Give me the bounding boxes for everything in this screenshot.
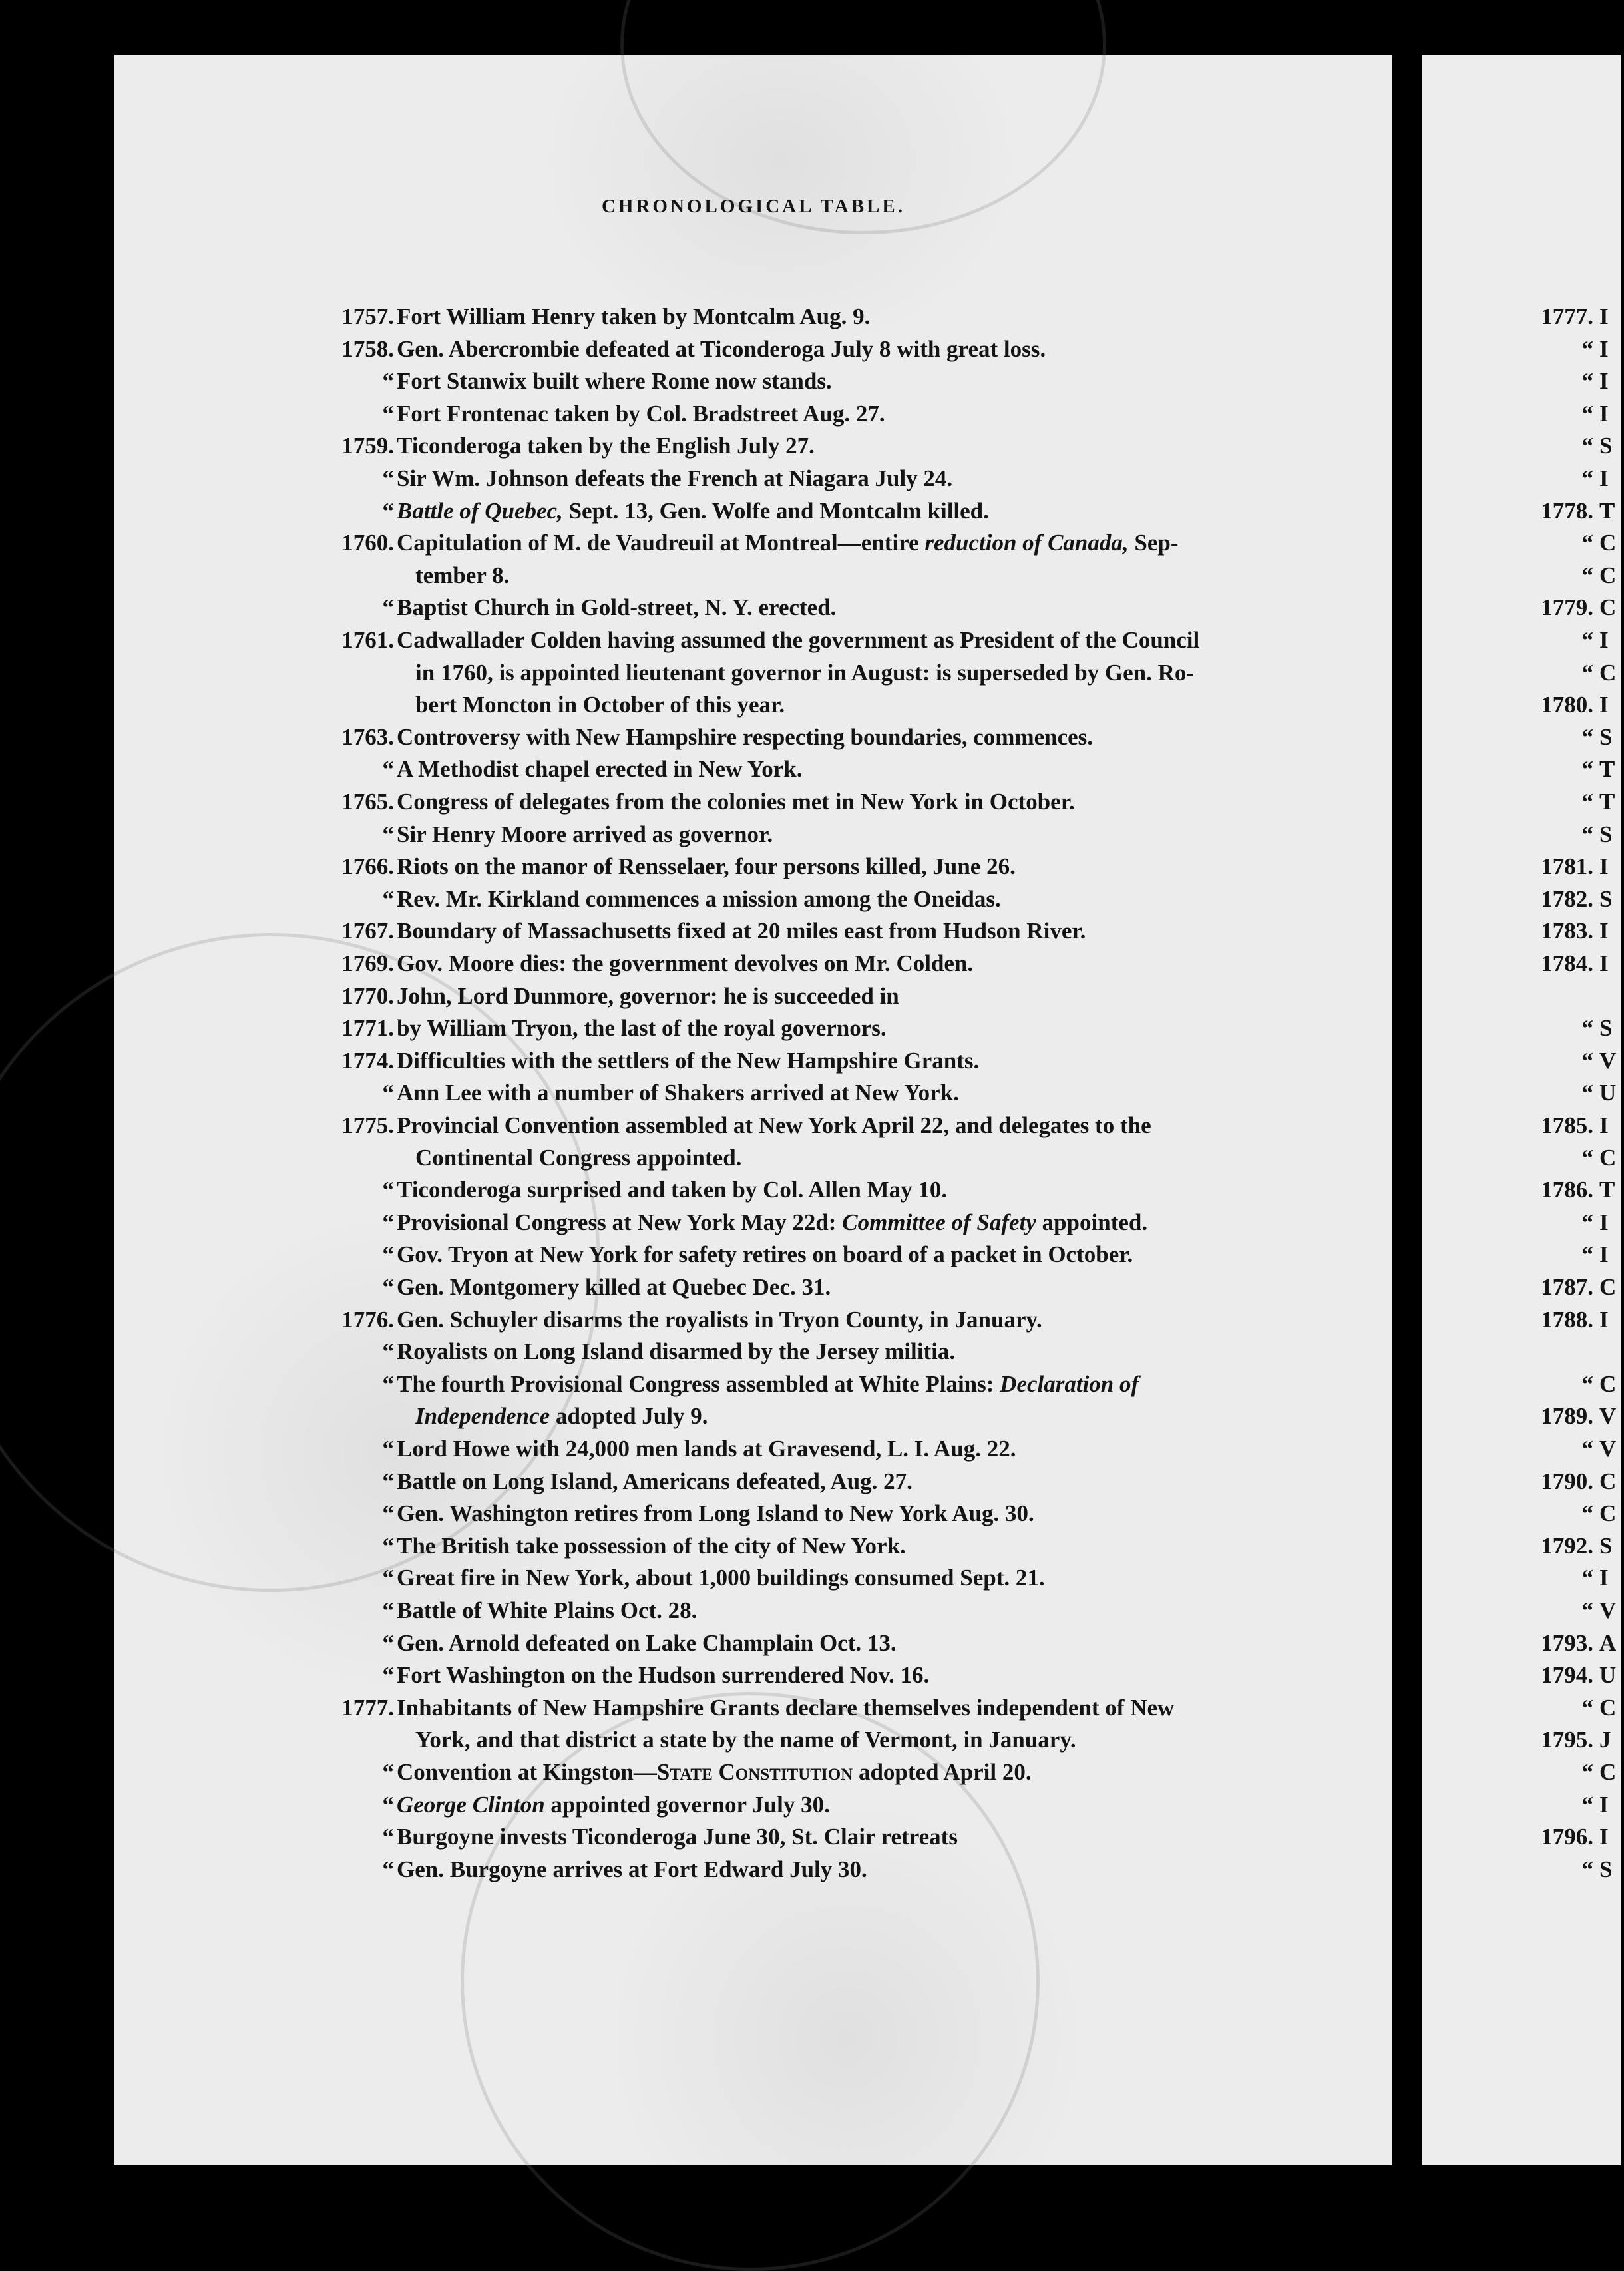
entry-text [397,948,973,980]
entry-year: 1760. [341,530,394,556]
entry-text [397,915,1086,948]
entry-year: 1759. [341,433,394,459]
right-page-year: 1794. [1541,1662,1593,1689]
right-page-year: “ [1581,465,1593,491]
entry-text-segment: Battle on Long Island, Americans defeated, Aug. 27. [397,1468,913,1494]
right-page-text-fragment: I [1599,692,1609,718]
right-page-year: “ [1581,1436,1593,1462]
right-page-text-fragment: C [1599,1500,1617,1527]
right-page-year: 1796. [1541,1824,1593,1850]
entry-text-segment: Gov. Moore dies: the government devolves on Mr. Colden. [397,950,974,976]
entry-text [397,365,832,398]
right-page-text-fragment: S [1599,1532,1613,1559]
entry-text [397,527,1179,560]
right-page-text-fragment: C [1599,594,1617,621]
entry-text-segment: Committee of Safety [842,1209,1036,1235]
entry-text-segment: Controversy with New Hampshire respecting boundaries, commences. [397,723,1094,750]
entry-year: “ [382,1856,394,1882]
entry-year: “ [382,1532,394,1559]
entry-text-segment: appointed. [1036,1209,1148,1235]
entry-text [397,301,870,333]
entry-text-segment: reduction of Canada, [924,530,1129,556]
right-page-text-fragment: I [1599,304,1609,329]
right-page-year: 1781. [1541,853,1593,880]
entry-text-segment: appointed governor July 30. [544,1791,830,1818]
right-page-year: “ [1581,723,1593,750]
right-page-year: “ [1581,433,1593,459]
entry-text [397,1595,697,1627]
entry-year: “ [382,1436,394,1462]
right-page-text-fragment: V [1599,1403,1617,1430]
right-page-year: 1784. [1541,950,1593,976]
entry-year: “ [382,1241,394,1268]
entry-text [397,1466,913,1498]
entry-text-segment: Fort Frontenac taken by Col. Bradstreet Aug. 27. [397,400,885,427]
entry-year: “ [382,594,394,621]
entry-text-segment: George Clinton [397,1791,545,1818]
right-page-year: 1787. [1541,1274,1593,1300]
entry-text-segment: Riots on the manor of Rensselaer, four persons killed, June 26. [397,853,1016,880]
entry-year: “ [382,1209,394,1235]
entry-text-segment: Sep- [1128,530,1179,556]
entry-year: 1774. [341,1047,394,1074]
entry-text-segment: Fort Washington on the Hudson surrendered Nov. 16. [397,1662,930,1689]
entry-year: “ [382,1500,394,1527]
right-page-text-fragment: I [1599,1112,1609,1138]
right-page-text-fragment: S [1599,1856,1613,1882]
entry-text-segment: Ann Lee with a number of Shakers arrived at New York. [397,1080,959,1106]
right-page-text-fragment: C [1599,562,1617,588]
right-page-year: “ [1581,789,1593,815]
right-page-year: “ [1581,368,1593,395]
entry-text-segment: Sept. 13, Gen. Wolfe and Montcalm killed. [562,497,989,524]
right-page-text-fragment: I [1599,368,1609,395]
entry-text-segment: adopted July 9. [550,1403,708,1430]
entry-text [397,722,1093,754]
right-page-year: 1786. [1541,1177,1593,1203]
right-page-year: 1790. [1541,1468,1593,1494]
entry-year: 1767. [341,918,394,944]
entry-text-segment: Independence [415,1403,550,1430]
entry-year: 1757. [341,304,394,329]
right-page-text-fragment: S [1599,433,1613,459]
entry-text [397,624,1199,657]
entry-text-segment: Fort William Henry taken by Montcalm Aug. 9. [397,304,871,329]
entry-year: 1775. [341,1112,394,1138]
right-page-text-fragment: T [1599,789,1615,815]
right-page-text-fragment: C [1599,1694,1617,1721]
entry-text [397,1789,830,1822]
entry-text-segment: Lord Howe with 24,000 men lands at Gravesend, L. I. Aug. 22. [397,1436,1016,1462]
right-page-year: 1795. [1541,1727,1593,1753]
entry-text-segment: Gen. Washington retires from Long Island to New York Aug. 30. [397,1500,1034,1527]
entry-text [415,689,785,722]
entry-text-segment: Boundary of Massachusetts fixed at 20 miles east from Hudson River. [397,918,1086,944]
entry-text-segment: Congress of delegates from the colonies met in New York in October. [397,789,1075,815]
right-page-text-fragment: I [1599,465,1609,491]
entry-year: “ [382,1370,394,1397]
entry-text [415,657,1194,690]
right-page-year: “ [1581,1370,1593,1397]
entry-year: “ [382,1565,394,1591]
entry-year: “ [382,1177,394,1203]
right-page-text-fragment: I [1599,950,1609,976]
entry-text-segment: Gen. Abercrombie defeated at Ticonderoga July 8 with great loss. [397,335,1046,362]
entry-text [397,1207,1147,1239]
right-page-year: 1789. [1541,1403,1593,1430]
right-page-fragment [1422,55,1621,2165]
right-page-text-fragment: I [1599,1791,1609,1818]
entry-year: 1770. [341,982,394,1009]
entry-text [397,753,803,786]
entry-text-segment: Convention at Kingston— [397,1759,657,1785]
entry-year: “ [382,1662,394,1689]
entry-text [397,1239,1133,1271]
entry-text-segment: State Constitution [656,1759,853,1785]
entry-text [397,883,1001,916]
entry-year: “ [382,1597,394,1623]
right-page-year: “ [1581,1209,1593,1235]
right-page-year: “ [1581,756,1593,783]
right-page-text-fragment: C [1599,1274,1617,1300]
entry-text [415,1400,708,1433]
right-page-text-fragment: I [1599,400,1609,427]
entry-text-segment: Ticonderoga surprised and taken by Col. Allen May 10. [397,1177,948,1203]
right-page-text-fragment: C [1599,659,1617,686]
entry-text [397,1012,887,1045]
right-page-text-fragment: C [1599,1468,1617,1494]
entry-text [397,1110,1151,1142]
entry-text-segment: Inhabitants of New Hampshire Grants declare themselves independent of New [397,1694,1175,1721]
right-page-text-fragment: U [1599,1080,1617,1106]
right-page-year: “ [1581,659,1593,686]
right-page-text-fragment: I [1599,853,1609,880]
entry-text [397,398,885,431]
entry-text-segment: Cadwallader Colden having assumed the government as President of the Council [397,627,1200,653]
entry-text-segment: Gen. Burgoyne arrives at Fort Edward July 30. [397,1856,867,1882]
right-page-text-fragment: I [1599,1824,1609,1850]
right-page-text-fragment: T [1599,1177,1615,1203]
right-page-year: “ [1581,1759,1593,1785]
right-page-text-fragment: I [1599,918,1609,944]
entry-year: “ [382,1339,394,1365]
entry-text-segment: adopted April 20. [853,1759,1032,1785]
entry-text-segment: Battle of White Plains Oct. 28. [397,1597,698,1623]
entry-year: “ [382,885,394,912]
entry-text [397,1174,947,1207]
entry-text-segment: Gen. Schuyler disarms the royalists in Tryon County, in January. [397,1306,1042,1333]
entry-year: “ [382,1274,394,1300]
right-page-text-fragment: I [1599,1565,1609,1591]
right-page-text-fragment: C [1599,1144,1617,1171]
entry-text-segment: by William Tryon, the last of the royal governors. [397,1015,887,1042]
right-page-year: “ [1581,1565,1593,1591]
entry-year: “ [382,465,394,491]
right-page-text-fragment: C [1599,530,1617,556]
entry-text [415,1142,741,1175]
right-page-year: 1785. [1541,1112,1593,1138]
entry-text [397,333,1046,366]
entry-text [397,1821,958,1854]
right-page-year: “ [1581,1047,1593,1074]
entry-year: “ [382,1824,394,1850]
right-page-year: “ [1581,530,1593,556]
entry-text-segment: Difficulties with the settlers of the New Hampshire Grants. [397,1047,980,1074]
entry-text [397,463,952,495]
entry-year: “ [382,1080,394,1106]
entry-text-segment: Gen. Montgomery killed at Quebec Dec. 31. [397,1274,831,1300]
right-page-year: “ [1581,335,1593,362]
entry-year: “ [382,497,394,524]
entry-text [415,560,509,592]
right-page-year: “ [1581,1597,1593,1623]
entry-year: 1765. [341,789,394,815]
entry-year: “ [382,821,394,847]
entry-text [397,495,989,528]
right-page-year: “ [1581,627,1593,653]
right-page-text-fragment: I [1599,1209,1609,1235]
entry-text-segment: Great fire in New York, about 1,000 buildings consumed Sept. 21. [397,1565,1045,1591]
right-page-text-fragment: J [1599,1727,1611,1753]
entry-text [397,1627,897,1660]
right-page-year: 1783. [1541,918,1593,944]
right-page-text-fragment: S [1599,723,1613,750]
entry-text-segment: Ticonderoga taken by the English July 27. [397,433,815,459]
entry-text-segment: The fourth Provisional Congress assembled at White Plains: [397,1370,1000,1397]
entry-year: 1776. [341,1306,394,1333]
right-page-text-fragment: I [1599,1306,1609,1333]
entry-text-segment: Battle of Quebec, [397,497,563,524]
right-page-text-fragment: I [1599,335,1609,362]
entry-text-segment: The British take possession of the city of New York. [397,1532,906,1559]
entry-year: 1766. [341,853,394,880]
right-page-text-fragment: S [1599,821,1613,847]
entry-text [397,1368,1139,1401]
right-page-text-fragment: V [1599,1047,1617,1074]
entry-text [397,1077,959,1110]
entry-text [397,851,1016,883]
right-page-year: “ [1581,821,1593,847]
right-page-text-fragment: S [1599,885,1613,912]
entry-year: “ [382,1759,394,1785]
right-page-year: “ [1581,1500,1593,1527]
entry-text-segment: Sir Wm. Johnson defeats the French at Niagara July 24. [397,465,953,491]
right-page-year: 1779. [1541,594,1593,621]
page-title: CHRONOLOGICAL TABLE. [601,196,905,217]
right-page-year: 1780. [1541,692,1593,718]
right-page-text-fragment: T [1599,756,1615,783]
right-page-year: 1778. [1541,497,1593,524]
right-page-year: “ [1581,1791,1593,1818]
entry-text [397,786,1075,819]
entry-text-segment: Provisional Congress at New York May 22d: [397,1209,843,1235]
right-page-text-fragment: C [1599,1759,1617,1785]
entry-text-segment: John, Lord Dunmore, governor: he is succeeded in [397,982,899,1009]
entry-year: 1771. [341,1015,394,1042]
entry-year: “ [382,1791,394,1818]
entry-text [397,1336,955,1368]
right-page-text-fragment: I [1599,627,1609,653]
entry-year: 1769. [341,950,394,976]
entry-text-segment: Continental Congress appointed. [415,1144,742,1171]
right-page-year: “ [1581,1080,1593,1106]
entry-year: “ [382,756,394,783]
entry-text [397,1498,1034,1530]
right-page-text-fragment: T [1599,497,1615,524]
entry-text [397,980,899,1013]
right-page-year: 1782. [1541,885,1593,912]
entry-text [415,1724,1076,1756]
entry-year: “ [382,1468,394,1494]
right-page-year: “ [1581,1694,1593,1721]
entry-text [397,1304,1042,1337]
entry-text [397,1562,1045,1595]
entry-text-segment: Royalists on Long Island disarmed by the Jersey militia. [397,1339,956,1365]
entry-text-segment: in 1760, is appointed lieutenant governor in August: is superseded by Gen. Ro- [415,659,1195,686]
right-page-year: “ [1581,562,1593,588]
entry-text [397,1756,1032,1789]
entry-text-segment: York, and that district a state by the name of Vermont, in January. [415,1727,1076,1753]
right-page-text-fragment: C [1599,1370,1617,1397]
entry-text-segment: A Methodist chapel erected in New York. [397,756,803,783]
right-page-year: “ [1581,400,1593,427]
entry-text-segment: Burgoyne invests Ticonderoga June 30, St. Clair retreats [397,1824,958,1850]
entry-year: “ [382,1629,394,1656]
right-page-year: 1793. [1541,1629,1593,1656]
entry-text [397,1854,867,1886]
right-page-text-fragment: V [1599,1436,1617,1462]
entry-year: 1758. [341,335,394,362]
right-page-year: 1788. [1541,1306,1593,1333]
right-page-text-fragment: I [1599,1241,1609,1268]
right-page-year: “ [1581,1856,1593,1882]
entry-year: “ [382,368,394,395]
entry-text [397,592,836,624]
entry-year: 1763. [341,723,394,750]
entry-text-segment: Sir Henry Moore arrived as governor. [397,821,773,847]
right-page-text-fragment: S [1599,1015,1613,1042]
entry-text-segment: Declaration of [1000,1370,1139,1397]
entry-text-segment: Rev. Mr. Kirkland commences a mission among the Oneidas. [397,885,1001,912]
right-page-year: 1792. [1541,1532,1593,1559]
entry-text-segment: tember 8. [415,562,510,588]
entry-text [397,1659,929,1692]
entry-text [397,1045,979,1078]
right-page-year: “ [1581,1144,1593,1171]
right-page-text-fragment: U [1599,1662,1617,1689]
entry-text [397,1271,831,1304]
entry-text [397,430,815,463]
right-page-text-fragment: V [1599,1597,1617,1623]
entry-text-segment: Capitulation of M. de Vaudreuil at Montreal—entire [397,530,925,556]
right-page-year: “ [1581,1241,1593,1268]
right-page-year: 1777. [1541,304,1593,329]
entry-text [397,1692,1174,1725]
right-page-text-fragment: A [1599,1629,1617,1656]
entry-text-segment: Provincial Convention assembled at New York April 22, and delegates to the [397,1112,1151,1138]
entry-text [397,819,773,851]
entry-text-segment: Gov. Tryon at New York for safety retires on board of a packet in October. [397,1241,1133,1268]
entry-text [397,1530,906,1563]
entry-year: 1777. [341,1694,394,1721]
left-page [114,55,1392,2165]
entry-text-segment: Fort Stanwix built where Rome now stands. [397,368,832,395]
entry-text-segment: Gen. Arnold defeated on Lake Champlain Oct. 13. [397,1629,897,1656]
entry-year: “ [382,400,394,427]
entry-text-segment: Baptist Church in Gold-street, N. Y. erected. [397,594,837,621]
entry-text [397,1433,1016,1466]
entry-text-segment: bert Moncton in October of this year. [415,692,785,718]
right-page-year: “ [1581,1015,1593,1042]
entry-year: 1761. [341,627,394,653]
